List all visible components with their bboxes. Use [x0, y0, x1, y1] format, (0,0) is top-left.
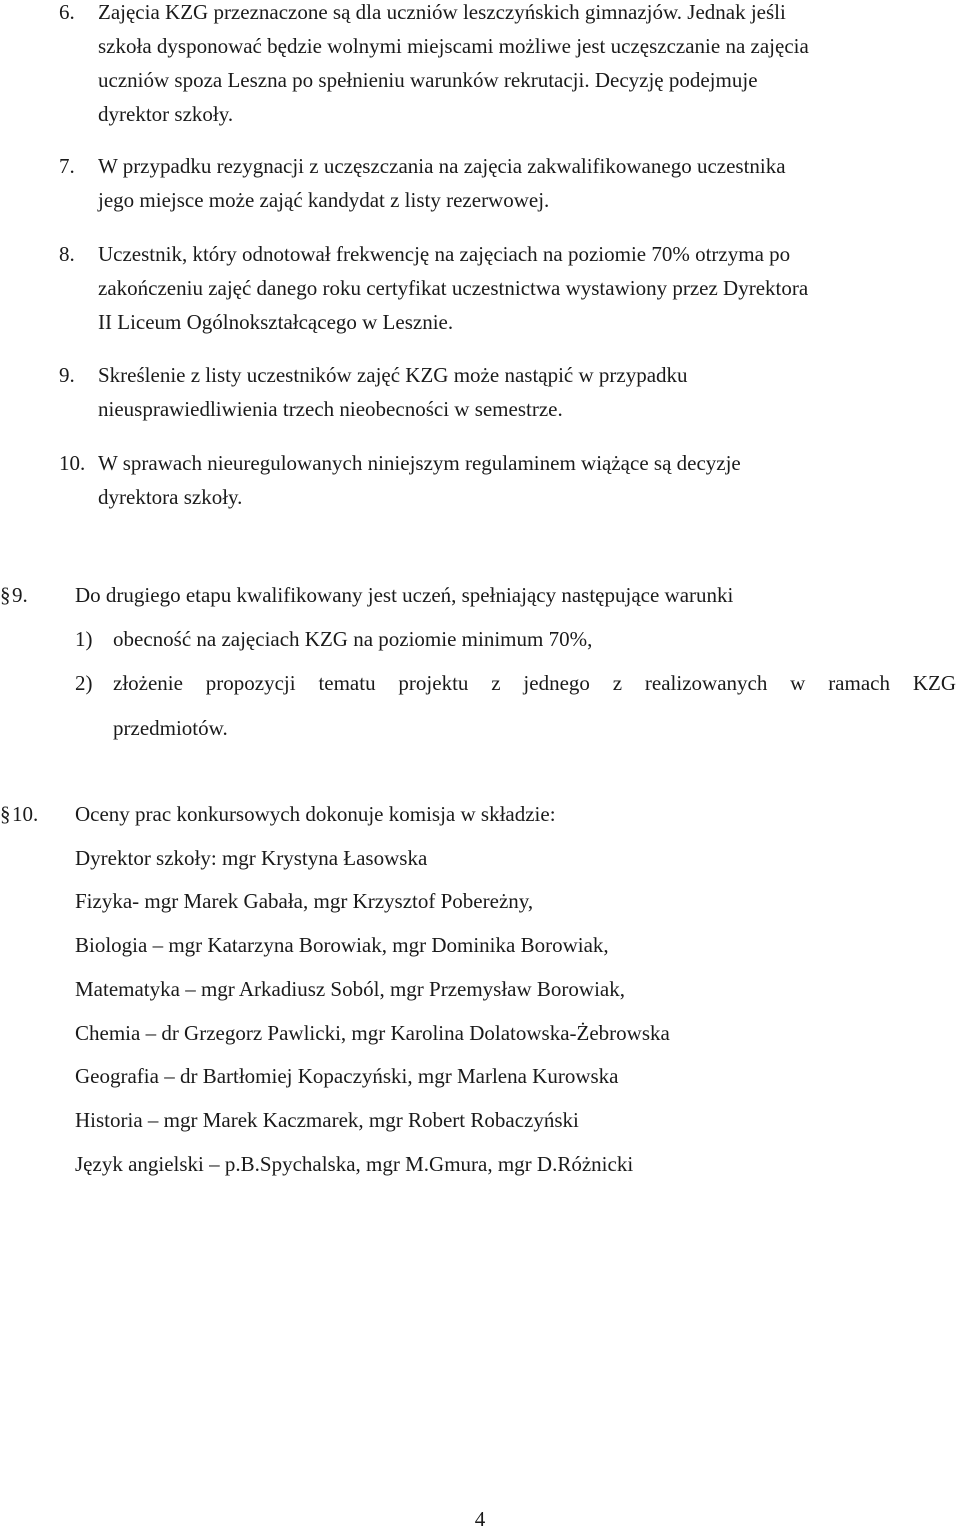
section-sign: § [0, 802, 11, 826]
list-item-number: 7. [59, 154, 75, 178]
list-item [59, 237, 948, 339]
list-item-line: dyrektora szkoły. [98, 485, 243, 509]
committee-member: Biologia – mgr Katarzyna Borowiak, mgr Dominika Borowiak, [75, 933, 609, 957]
list-item-number: 8. [59, 242, 75, 266]
list-item [59, 0, 948, 131]
condition-text: przedmiotów. [113, 716, 228, 740]
list-item [59, 358, 948, 426]
section-text: Do drugiego etapu kwalifikowany jest uczeń, spełniający następujące warunki [75, 583, 734, 607]
list-item-line: II Liceum Ogólnokształcącego w Lesznie. [98, 310, 454, 334]
list-item-line: Uczestnik, który odnotował frekwencję na zajęciach na poziomie 70% otrzyma po [98, 242, 791, 266]
condition-number: 2) [75, 671, 93, 695]
committee-member: Matematyka – mgr Arkadiusz Soból, mgr Przemysław Borowiak, [75, 977, 625, 1001]
committee-member: Język angielski – p.B.Spychalska, mgr M.Gmura, mgr D.Różnicki [75, 1152, 634, 1176]
section-text: Oceny prac konkursowych dokonuje komisja w składzie: [75, 802, 556, 826]
section-number: 9. [12, 583, 28, 607]
condition-number: 1) [75, 627, 93, 651]
list-item-line: Zajęcia KZG przeznaczone są dla uczniów leszczyńskich gimnazjów. Jednak jeśli [98, 0, 786, 24]
committee-member: Dyrektor szkoły: mgr Krystyna Łasowska [75, 846, 428, 870]
list-item-line: W przypadku rezygnacji z uczęszczania na zajęcia zakwalifikowanego uczestnika [98, 154, 786, 178]
list-item-number: 9. [59, 363, 75, 387]
list-item-line: nieusprawiedliwienia trzech nieobecności w semestrze. [98, 397, 563, 421]
committee-member: Fizyka- mgr Marek Gabała, mgr Krzysztof Pobereżny, [75, 889, 534, 913]
list-item-line: zakończeniu zajęć danego roku certyfikat uczestnictwa wystawiony przez Dyrektora [98, 276, 809, 300]
list-item-line: W sprawach nieuregulowanych niniejszym regulaminem wiążące są decyzje [98, 451, 741, 475]
condition-text: obecność na zajęciach KZG na poziomie minimum 70%, [113, 627, 593, 651]
list-item [59, 446, 948, 514]
list-item-line: Skreślenie z listy uczestników zajęć KZG może nastąpić w przypadku [98, 363, 688, 387]
list-item-line: szkoła dysponować będzie wolnymi miejscami możliwe jest uczęszczanie na zajęcia [98, 34, 809, 58]
list-item-number: 10. [59, 451, 86, 475]
list-item-number: 6. [59, 0, 75, 24]
page-number: 4 [474, 1507, 486, 1531]
committee-member: Historia – mgr Marek Kaczmarek, mgr Robert Robaczyński [75, 1108, 579, 1132]
list-item-line: dyrektor szkoły. [98, 102, 234, 126]
section-sign: § [0, 583, 11, 607]
list-item-line: jego miejsce może zająć kandydat z listy rezerwowej. [98, 188, 550, 212]
list-item-line: uczniów spoza Leszna po spełnieniu warunków rekrutacji. Decyzję podejmuje [98, 68, 758, 92]
committee-member: Geografia – dr Bartłomiej Kopaczyński, mgr Marlena Kurowska [75, 1064, 619, 1088]
section-number: 10. [12, 802, 39, 826]
condition-text: złożenie propozycji tematu projektu z jednego z realizowanych w ramach KZG [113, 671, 956, 695]
list-item [59, 149, 948, 217]
committee-member: Chemia – dr Grzegorz Pawlicki, mgr Karolina Dolatowska-Żebrowska [75, 1021, 670, 1045]
